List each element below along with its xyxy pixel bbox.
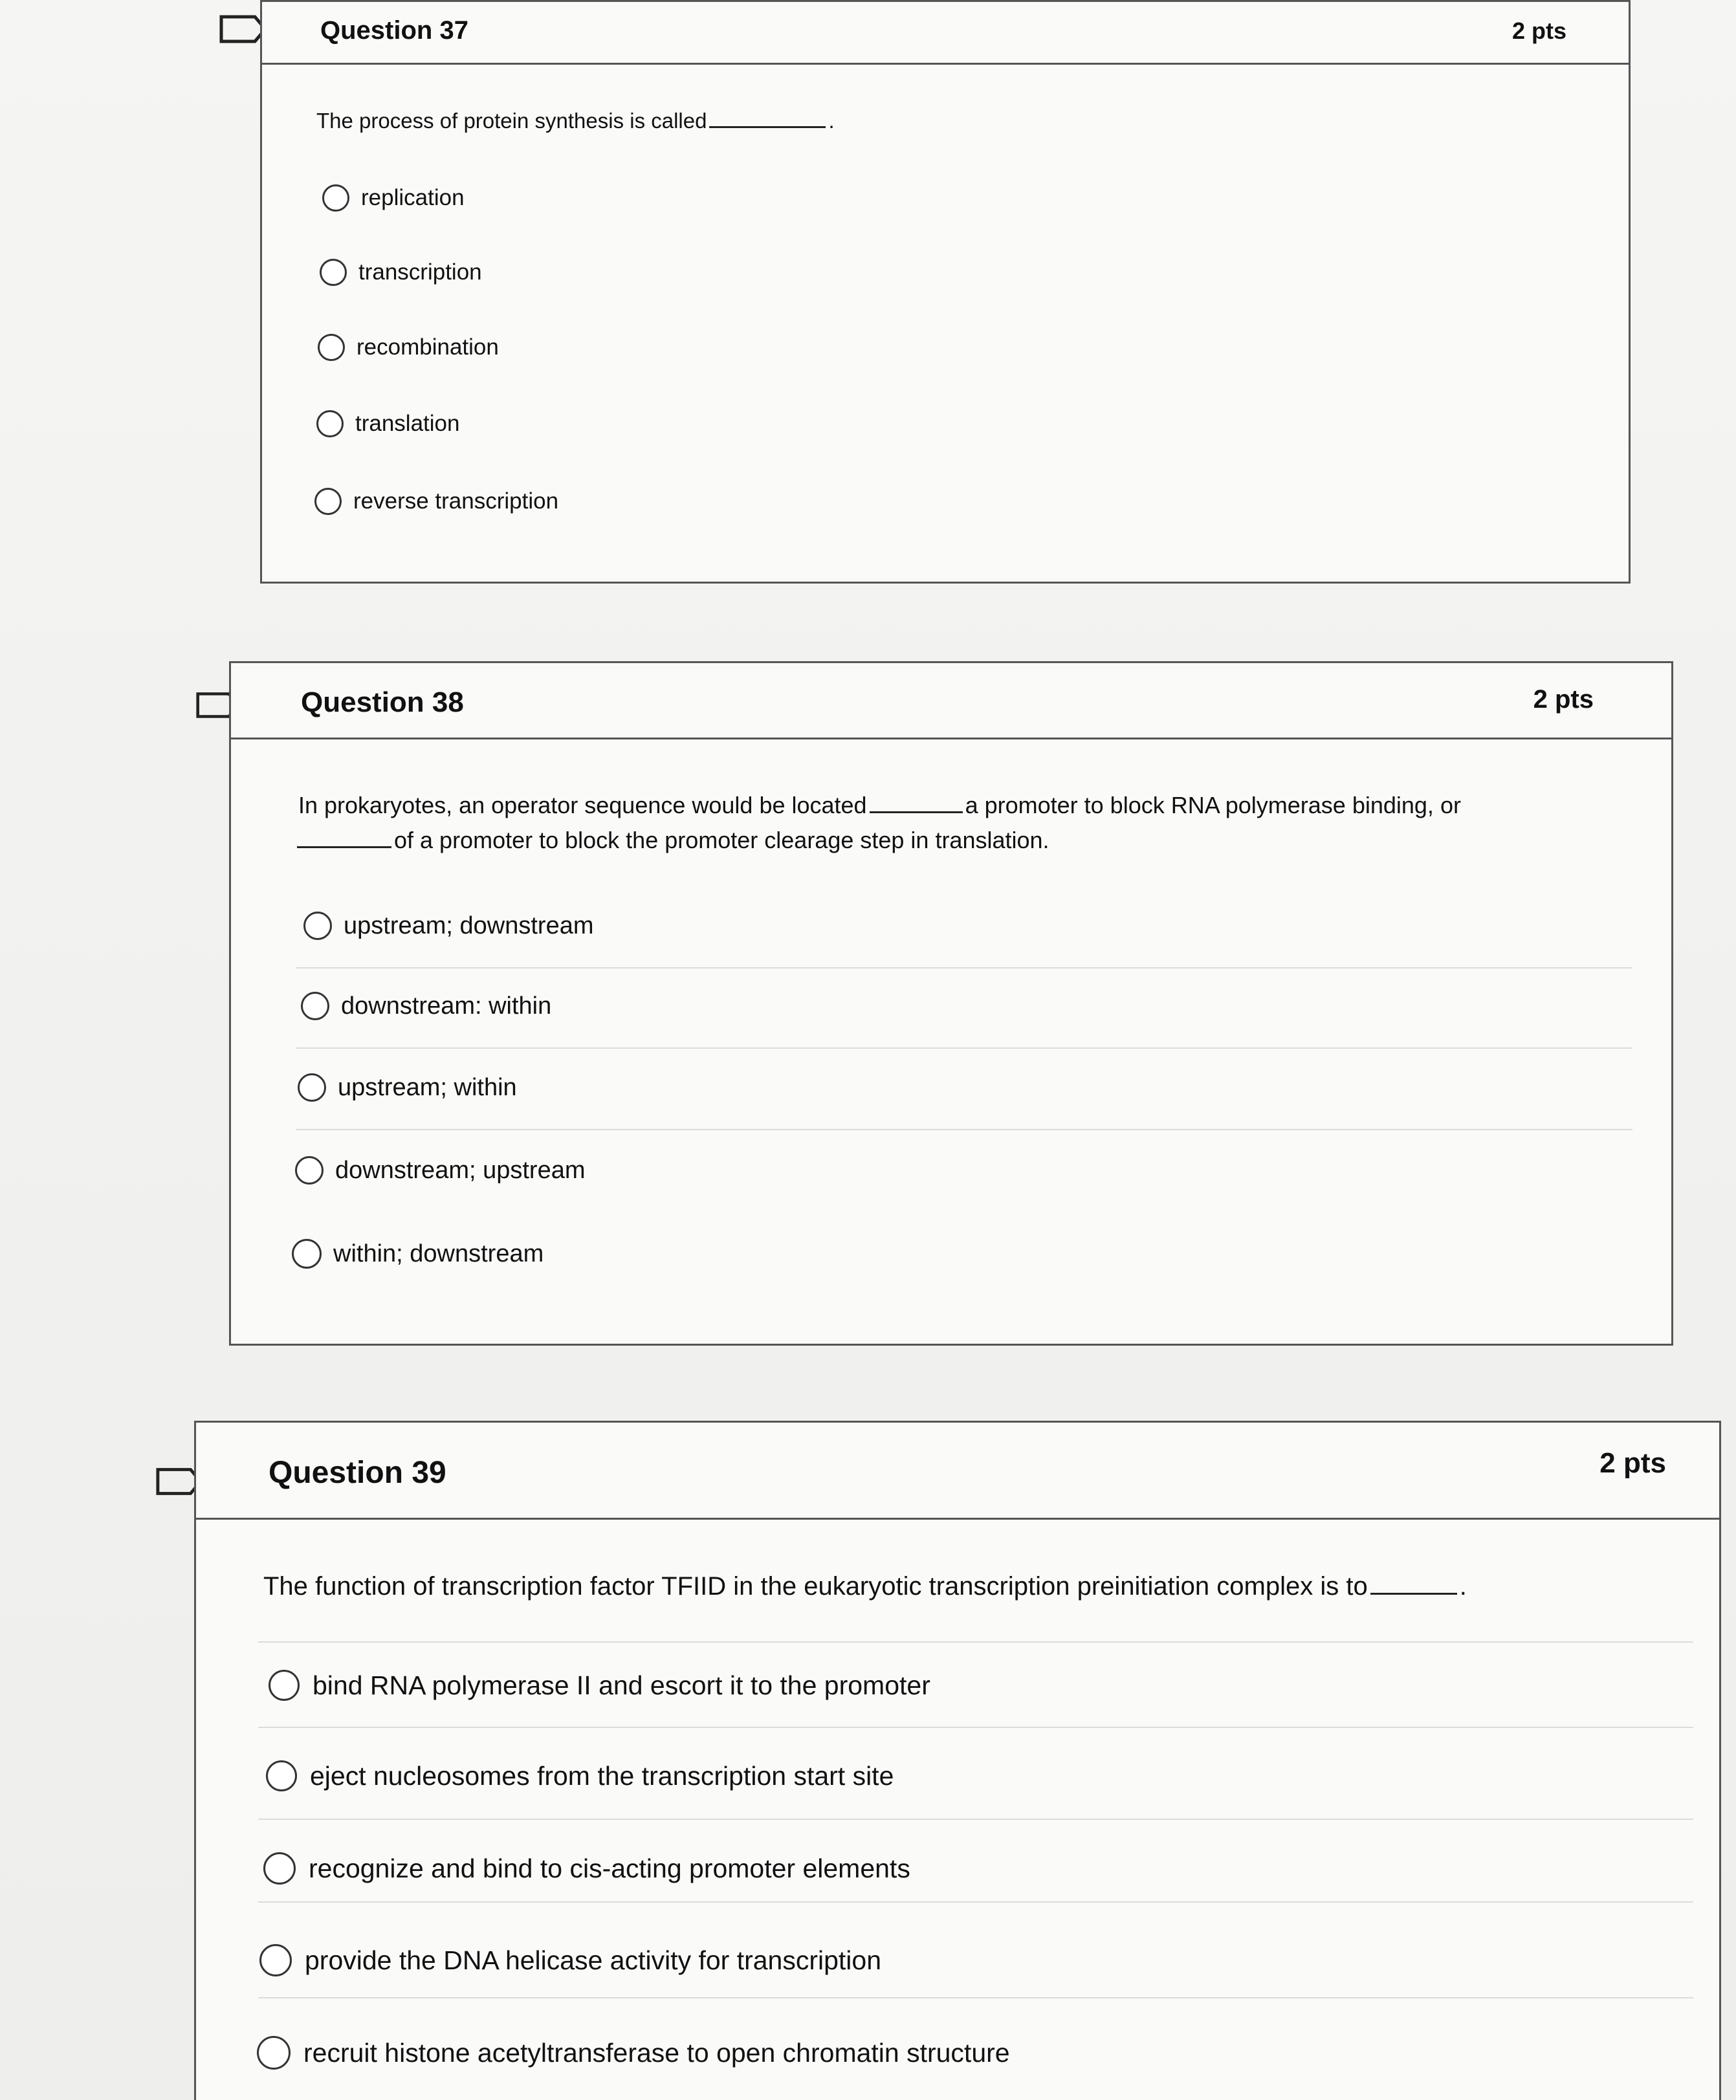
question-38-stem-line-1 — [298, 790, 1461, 822]
question-38-option-3[interactable] — [298, 1073, 517, 1102]
radio-button-icon[interactable] — [301, 992, 329, 1020]
question-38-stem-part-3: of a promoter to block the promoter clearage step in translation. — [394, 827, 1049, 853]
question-38-stem-part-2: a promoter to block RNA polymerase binding, or — [965, 792, 1461, 818]
radio-button-icon[interactable] — [257, 2036, 291, 2070]
separator-line — [258, 1901, 1693, 1903]
radio-button-icon[interactable] — [259, 1944, 292, 1976]
question-37-stem-text: The process of protein synthesis is called — [316, 109, 707, 133]
question-39-option-1[interactable] — [269, 1670, 930, 1701]
question-37-answer-blank — [709, 126, 826, 128]
question-39-stem — [263, 1569, 1467, 1604]
question-39-card — [194, 1421, 1721, 2100]
radio-button-icon[interactable] — [318, 334, 345, 361]
question-38-header — [231, 663, 1671, 739]
option-label: replication — [361, 185, 465, 210]
option-label: recruit histone acetyltransferase to open chromatin structure — [303, 2037, 1010, 2068]
option-label: downstream: within — [341, 992, 552, 1020]
question-37-header — [262, 2, 1629, 65]
question-38-blank-1 — [870, 811, 963, 813]
radio-button-icon[interactable] — [292, 1239, 322, 1269]
question-38-blank-2 — [297, 846, 391, 848]
question-37-stem — [316, 107, 835, 136]
question-38-option-1[interactable] — [303, 912, 594, 940]
question-38-option-2[interactable] — [301, 992, 551, 1020]
question-39-answer-blank — [1370, 1593, 1457, 1595]
question-38-stem-part-1: In prokaryotes, an operator sequence would be located — [298, 792, 867, 818]
radio-button-icon[interactable] — [298, 1073, 326, 1102]
separator-line — [258, 1641, 1693, 1643]
option-label: downstream; upstream — [335, 1156, 586, 1184]
question-38-option-5[interactable] — [292, 1239, 544, 1269]
separator-line — [296, 967, 1632, 968]
question-39-option-5[interactable] — [257, 2036, 1010, 2070]
separator-line — [296, 1047, 1632, 1049]
radio-button-icon[interactable] — [295, 1156, 324, 1185]
radio-button-icon[interactable] — [320, 259, 347, 286]
question-39-stem-text: The function of transcription factor TFIID in the eukaryotic transcription preinitiation complex is to — [263, 1572, 1368, 1601]
separator-line — [296, 1129, 1632, 1130]
separator-line — [258, 1997, 1693, 1998]
option-label: upstream; within — [338, 1073, 517, 1101]
question-37-option-1[interactable] — [322, 184, 465, 212]
option-label: recognize and bind to cis-acting promoter elements — [309, 1853, 910, 1883]
question-39-title: Question 39 — [269, 1456, 446, 1490]
question-38-card — [229, 661, 1673, 1346]
question-37-option-2[interactable] — [320, 259, 482, 286]
question-39-points: 2 pts — [1599, 1447, 1666, 1479]
radio-button-icon[interactable] — [263, 1852, 296, 1885]
question-37-card — [260, 0, 1631, 584]
question-38-stem-line-2 — [297, 825, 1049, 857]
option-label: reverse transcription — [353, 488, 559, 514]
question-37-option-4[interactable] — [316, 410, 459, 437]
option-label: recombination — [357, 334, 499, 360]
option-label: within; downstream — [333, 1240, 544, 1267]
separator-line — [258, 1819, 1693, 1820]
radio-button-icon[interactable] — [322, 184, 349, 212]
option-label: bind RNA polymerase II and escort it to the promoter — [313, 1670, 930, 1700]
question-37-stem-end: . — [828, 109, 835, 133]
question-39-stem-end: . — [1459, 1572, 1467, 1601]
option-label: upstream; downstream — [344, 912, 594, 939]
question-37-title: Question 37 — [320, 16, 468, 45]
question-37-option-5[interactable] — [314, 488, 558, 515]
option-label: translation — [355, 411, 460, 436]
separator-line — [258, 1727, 1693, 1728]
question-37-points: 2 pts — [1511, 17, 1566, 44]
question-39-option-2[interactable] — [266, 1760, 894, 1791]
question-38-option-4[interactable] — [295, 1156, 586, 1185]
radio-button-icon[interactable] — [303, 912, 332, 940]
option-label: provide the DNA helicase activity for transcription — [305, 1945, 882, 1975]
question-38-title: Question 38 — [301, 686, 464, 718]
radio-button-icon[interactable] — [269, 1670, 300, 1701]
question-37-option-3[interactable] — [318, 334, 499, 361]
radio-button-icon[interactable] — [266, 1760, 297, 1791]
question-38-points: 2 pts — [1533, 685, 1594, 714]
question-39-option-4[interactable] — [259, 1944, 881, 1976]
option-label: eject nucleosomes from the transcription start site — [310, 1760, 894, 1791]
question-39-option-3[interactable] — [263, 1852, 910, 1885]
question-39-header — [196, 1423, 1719, 1520]
option-label: transcription — [358, 259, 482, 285]
radio-button-icon[interactable] — [316, 410, 344, 437]
radio-button-icon[interactable] — [314, 488, 342, 515]
